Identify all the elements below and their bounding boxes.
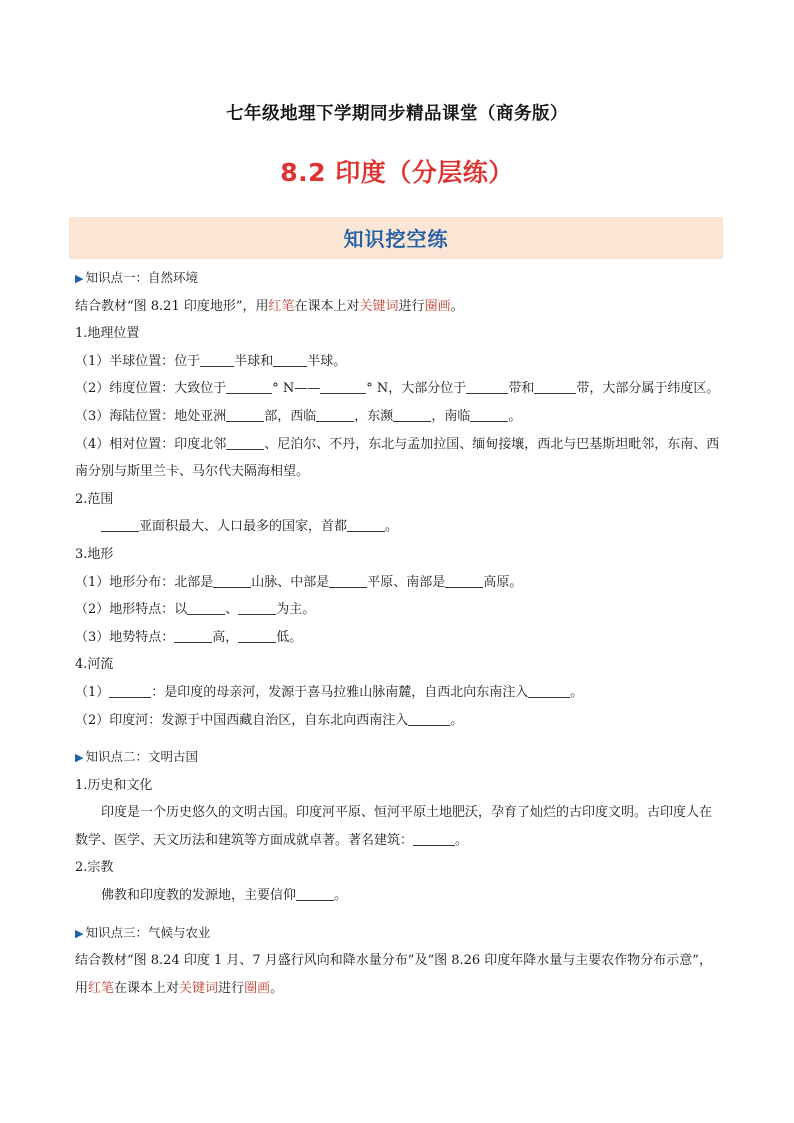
fill-blank[interactable] xyxy=(320,380,366,394)
item-religion: 佛教和印度教的发源地，主要信仰 。 xyxy=(101,888,348,904)
subheading-religion: 2.宗教 xyxy=(75,860,114,876)
triangle-bullet-icon: ▶ xyxy=(75,272,84,285)
item-range: 亚面积最大、人口最多的国家，首都 。 xyxy=(75,513,723,541)
fill-blank[interactable] xyxy=(109,684,151,698)
fill-blank[interactable] xyxy=(273,353,307,367)
fill-blank[interactable] xyxy=(534,380,576,394)
fill-blank[interactable] xyxy=(296,887,334,901)
fill-blank[interactable] xyxy=(316,408,354,422)
fill-blank[interactable] xyxy=(329,574,367,588)
fill-blank[interactable] xyxy=(347,518,385,532)
fill-blank[interactable] xyxy=(466,380,508,394)
item-elevation: （3）地势特点： 高， 低。 xyxy=(75,629,303,645)
instruction-3: 结合教材“图 8.24 印度 1 月、7 月盛行风向和降水量分布”及“图 8.26 印度年降水量与主要农作物分布示意”，用红笔在课本上对关键词进行圈画。 xyxy=(75,953,712,996)
item-land-sea: （3）海陆位置：地处亚洲 部，西临 ，东濒 ，南临 。 xyxy=(75,408,522,424)
fill-blank[interactable] xyxy=(200,353,234,367)
triangle-bullet-icon: ▶ xyxy=(75,751,84,765)
subheading-location: 1.地理位置 xyxy=(75,326,140,342)
triangle-bullet-icon: ▶ xyxy=(75,926,84,940)
item-latitude: （2）纬度位置：大致位于 ° N—— ° N，大部分位于 带和 带，大部分属于纬度区。 xyxy=(75,381,720,397)
item-terrain-distribution: （1）地形分布：北部是 山脉、中部是 平原、南部是 高原。 xyxy=(75,574,523,590)
section-heading-2: ▶ 知识点二：文明古国 xyxy=(75,749,198,765)
section-banner: 知识挖空练 xyxy=(69,217,723,259)
subheading-history: 1.历史和文化 xyxy=(75,777,153,793)
fill-blank[interactable] xyxy=(213,574,251,588)
fill-blank[interactable] xyxy=(101,518,139,532)
fill-blank[interactable] xyxy=(408,712,450,726)
fill-blank[interactable] xyxy=(413,832,455,846)
item-history: 印度是一个历史悠久的文明古国。印度河平原、恒河平原土地肥沃，孕育了灿烂的古印度文明。古印度人在数学、医学、天文历法和建筑等方面成就卓著。著名建筑： 。 xyxy=(75,805,713,848)
subheading-rivers: 4.河流 xyxy=(75,657,114,673)
series-title: 七年级地理下学期同步精品课堂（商务版） xyxy=(226,104,568,124)
fill-blank[interactable] xyxy=(238,601,276,615)
document-body xyxy=(75,264,723,1002)
lesson-title: 8.2 印度（分层练） xyxy=(280,158,514,187)
section-heading-1: ▶ 知识点一：自然环境 xyxy=(75,270,198,285)
fill-blank[interactable] xyxy=(226,380,272,394)
fill-blank[interactable] xyxy=(528,684,570,698)
fill-blank[interactable] xyxy=(174,629,212,643)
item-ganges: （1） ：是印度的母亲河，发源于喜马拉雅山脉南麓，自西北向东南注入 。 xyxy=(75,684,584,700)
fill-blank[interactable] xyxy=(393,408,431,422)
subheading-terrain: 3.地形 xyxy=(75,546,114,562)
item-relative-location: （4）相对位置：印度北邻 、尼泊尔、不丹，东北与孟加拉国、缅甸接壤，西北与巴基斯坦毗邻，东南、西南分别与斯里兰卡、马尔代夫隔海相望。 xyxy=(75,436,720,480)
instruction-1: 结合教材“图 8.21 印度地形”，用红笔在课本上对关键词进行圈画。 xyxy=(75,298,464,314)
item-terrain-feature: （2）地形特点：以 、 为主。 xyxy=(75,602,316,618)
fill-blank[interactable] xyxy=(226,408,264,422)
fill-blank[interactable] xyxy=(238,629,276,643)
fill-blank[interactable] xyxy=(226,436,264,450)
item-hemisphere: （1）半球位置：位于 半球和 半球。 xyxy=(75,353,347,369)
fill-blank[interactable] xyxy=(470,408,508,422)
item-indus: （2）印度河：发源于中国西藏自治区，自东北向西南注入 。 xyxy=(75,712,464,728)
fill-blank[interactable] xyxy=(187,601,225,615)
subheading-range: 2.范围 xyxy=(75,491,114,507)
section-heading-3: ▶ 知识点三：气候与农业 xyxy=(75,924,211,940)
fill-blank[interactable] xyxy=(445,574,483,588)
